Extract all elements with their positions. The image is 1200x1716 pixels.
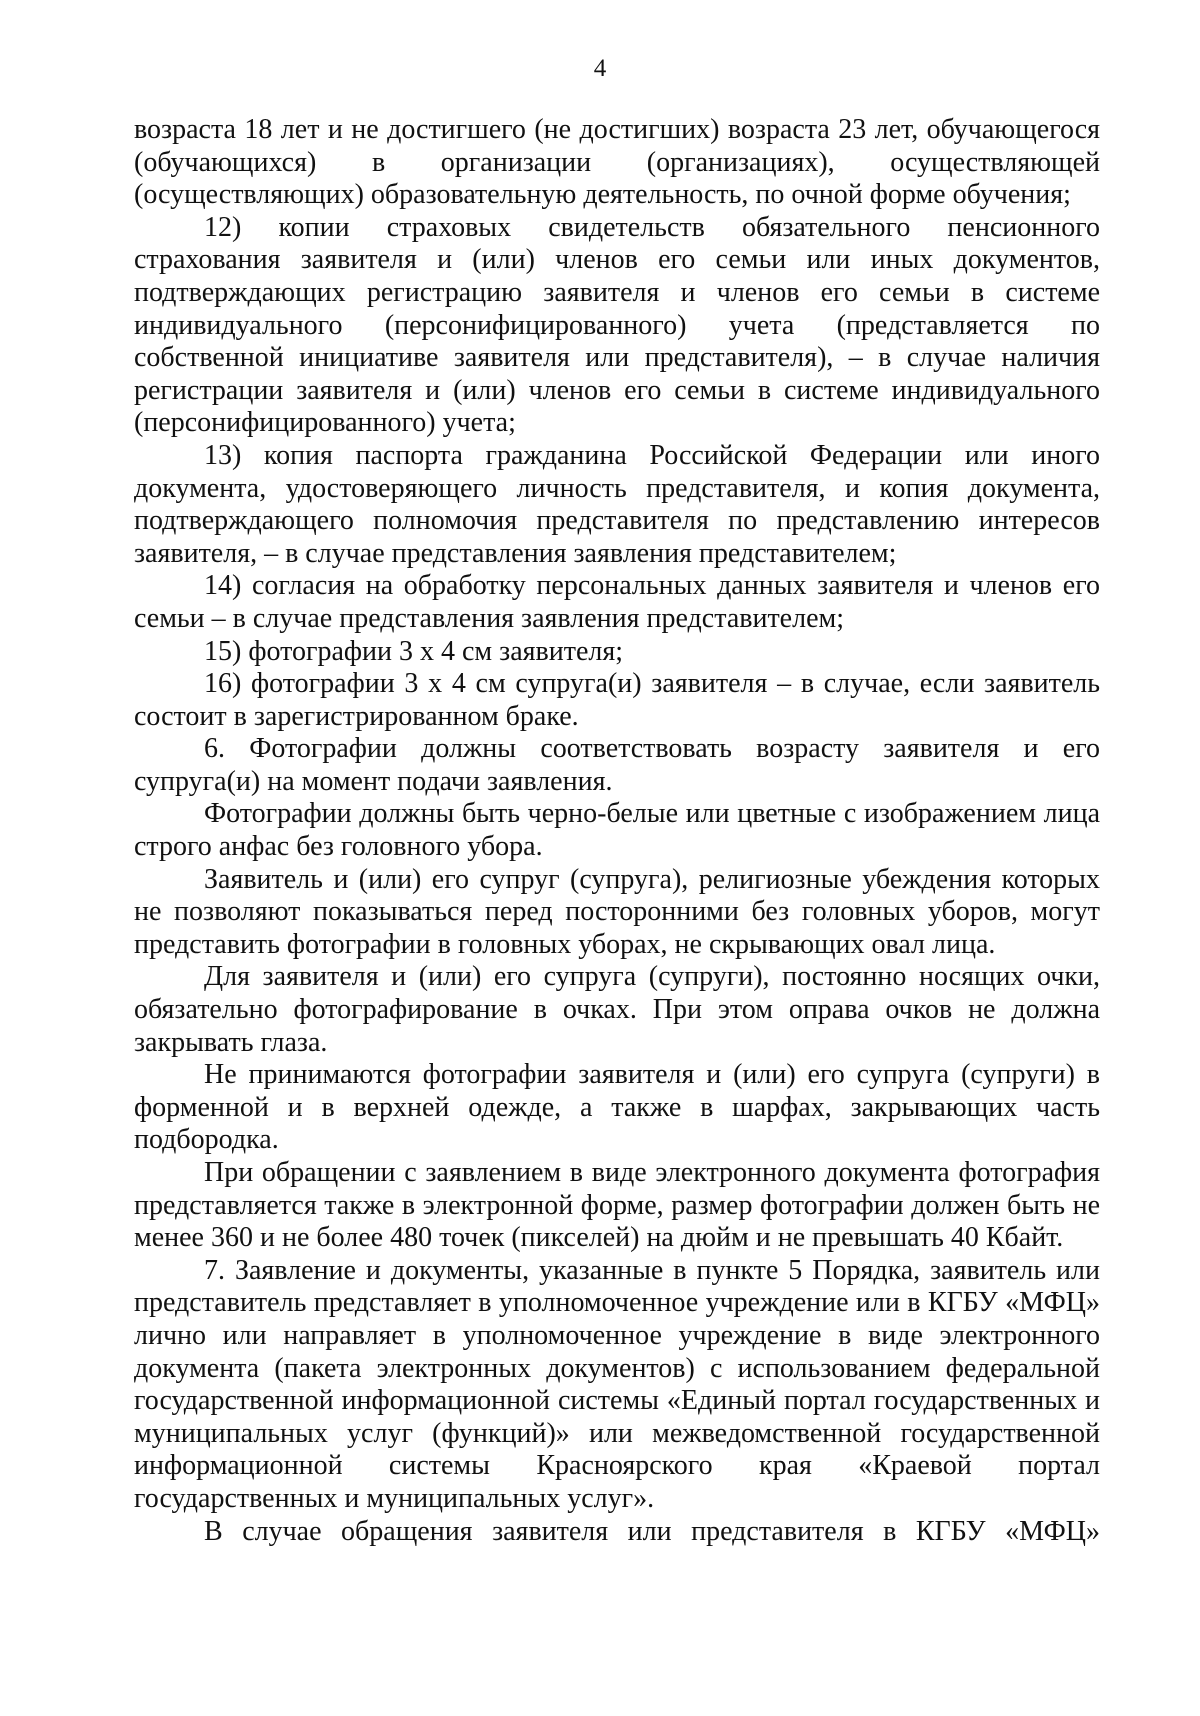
paragraph-section-6: 6. Фотографии должны соответствовать возрасту заявителя и его супруга(и) на момент подачи заявления.: [134, 733, 1100, 797]
paragraph-item-15: 15) фотографии 3 х 4 см заявителя;: [204, 635, 624, 667]
paragraph-electronic-photo: При обращении с заявлением в виде электронного документа фотография представляется также в электронной форме, размер фотографии должен быть не менее 360 и не более 480 точек (пикселей) на дюйм и не превышать 40 Кбайт.: [134, 1157, 1100, 1254]
paragraph-photo-color: Фотографии должны быть черно-белые или цветные с изображением лица строго анфас без головного убора.: [134, 798, 1100, 863]
paragraph-item-14: 14) согласия на обработку персональных данных заявителя и членов его семьи – в случае представления заявления представителем;: [134, 570, 1100, 634]
paragraph-glasses: Для заявителя и (или) его супруга (супруги), постоянно носящих очки, обязательно фотографирование в очках. При этом оправа очков не должна закрывать глаза.: [134, 961, 1100, 1058]
paragraph-religious-headwear: Заявитель и (или) его супруг (супруга), религиозные убеждения которых не позволяют показываться перед посторонними без головных уборов, могут представить фотографии в головных уборах, не скрывающих овал лица.: [134, 863, 1100, 960]
paragraph-item-13: 13) копия паспорта гражданина Российской Федерации или иного документа, удостоверяющего личность представителя, и копия документа, подтверждающего полномочия представителя по представлению интересов заявителя, – в случае представления заявления представителем;: [134, 439, 1100, 569]
page-number: 4: [593, 55, 607, 82]
document-body: [134, 114, 1100, 1548]
paragraph-age-continuation: возраста 18 лет и не достигшего (не достигших) возраста 23 лет, обучающегося (обучающихся) в организации (организациях), осуществляющей (осуществляющих) образовательную деятельность, по очной форме обучения;: [134, 114, 1100, 211]
paragraph-section-7: 7. Заявление и документы, указанные в пункте 5 Порядка, заявитель или представитель представляет в уполномоченное учреждение или в КГБУ «МФЦ» лично или направляет в уполномоченное учреждение в виде электронного документа (пакета электронных документов) с использованием федеральной государственной информационной системы «Единый портал государственных и муниципальных услуг (функций)» или межведомственной государственной информационной системы Красноярского края «Краевой портал государственных и муниципальных услуг».: [134, 1254, 1100, 1514]
paragraph-not-accepted: Не принимаются фотографии заявителя и (или) его супруга (супруги) в форменной и в верхней одежде, а также в шарфах, закрывающих часть подбородка.: [134, 1059, 1100, 1156]
paragraph-item-12: 12) копии страховых свидетельств обязательного пенсионного страхования заявителя и (или) членов его семьи или иных документов, подтверждающих регистрацию заявителя и членов его семьи в системе индивидуального (персонифицированного) учета (представляется по собственной инициативе заявителя или представителя), – в случае наличия регистрации заявителя и (или) членов его семьи в системе индивидуального (персонифицированного) учета;: [134, 211, 1100, 439]
paragraph-item-16: 16) фотографии 3 х 4 см супруга(и) заявителя – в случае, если заявитель состоит в зарегистрированном браке.: [134, 668, 1100, 732]
paragraph-mfc-case: В случае обращения заявителя или представителя в КГБУ «МФЦ»: [204, 1515, 1100, 1547]
